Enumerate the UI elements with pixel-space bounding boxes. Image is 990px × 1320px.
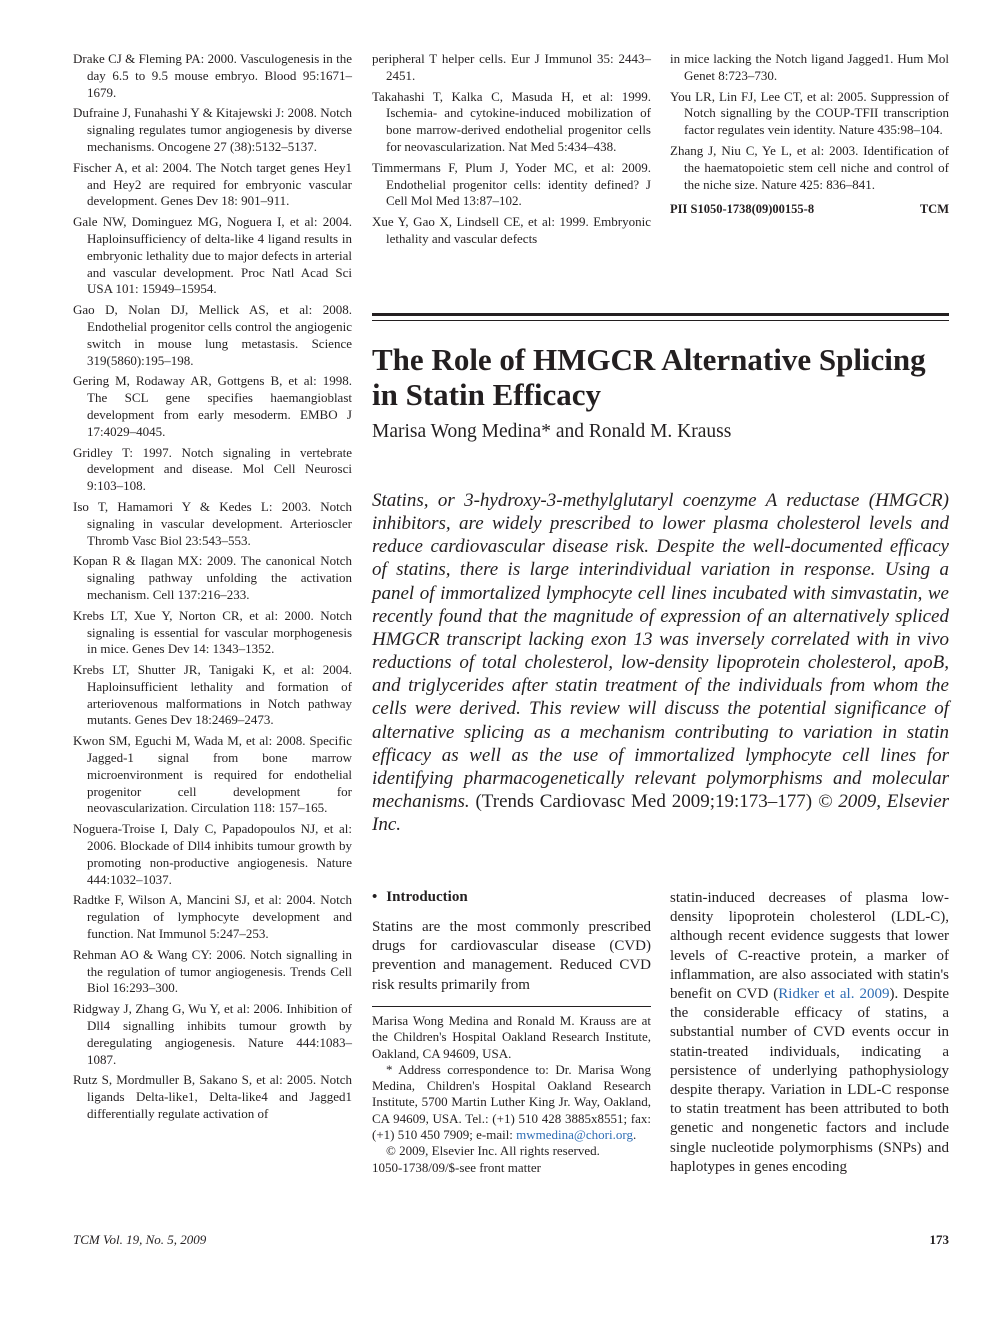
reference-entry: Radtke F, Wilson A, Mancini SJ, et al: 2004. Notch regulation of lymphocyte development and function. Nat Immunol 5:247–253.: [73, 892, 352, 942]
body-text: ). Despite the considerable efficacy of statins, a substantial number of CVD events occur in statin-treated individuals, indicating a persistence of underlying pathophysiology despite therapy. Variation in LDL-C response to statin treatment has been attributed to both genetic and nongenetic factors and include single nucleotide polymorphisms (SNPs) and haplotypes in genes encoding: [670, 986, 950, 1175]
reference-entry: Krebs LT, Xue Y, Norton CR, et al: 2000. Notch signaling is essential for vascular morphogenesis in mice. Genes Dev 14: 1343–1352.: [73, 607, 352, 657]
reference-entry: Fischer A, et al: 2004. The Notch target genes Hey1 and Hey2 are required for embryonic vascular development. Genes Dev 18: 901–911.: [73, 159, 352, 209]
reference-entry: Takahashi T, Kalka C, Masuda H, et al: 1999. Ischemia- and cytokine-induced mobilization of bone marrow-derived endothelial progenitor cells for neovascularization. Nat Med 5:434–438.: [372, 88, 651, 154]
citation-link[interactable]: Ridker et al. 2009: [778, 986, 890, 1003]
reference-entry: Gridley T: 1997. Notch signaling in vertebrate development and disease. Mol Cell Neurosci 9:103–108.: [73, 444, 352, 494]
references-column-2: [372, 51, 651, 252]
footnote-address-end: .: [632, 1127, 637, 1143]
reference-entry: Kopan R & Ilagan MX: 2009. The canonical Notch signaling pathway unfolding the activation mechanism. Cell 137:216–233.: [73, 553, 352, 602]
footnote-affiliation: Marisa Wong Medina and Ronald M. Krauss are at the Children's Hospital Oakland Research Institute, Oakland, CA 94609, USA.: [372, 1013, 651, 1061]
references-column-3: [670, 51, 949, 218]
author-footnote: [372, 1013, 651, 1176]
intro-paragraph: Statins are the most commonly prescribed drugs for cardiovascular disease (CVD) prevention and management. Reduced CVD risk results primarily from: [372, 919, 651, 993]
section-heading-text: Introduction: [386, 889, 468, 905]
reference-entry: Xue Y, Gao X, Lindsell CE, et al: 1999. Embryonic lethality and vascular defects: [372, 214, 651, 246]
reference-entry: Iso T, Hamamori Y & Kedes L: 2003. Notch signaling in vascular development. Arterioscler Thromb Vasc Biol 23:543–553.: [73, 498, 352, 548]
reference-entry: Rehman AO & Wang CY: 2006. Notch signalling in the regulation of tumor angiogenesis. Trends Cell Biol 16:293–300.: [73, 946, 352, 996]
reference-entry: Ridgway J, Zhang G, Wu Y, et al: 2006. Inhibition of Dll4 signalling inhibits tumour growth by deregulating angiogenesis. Nature 444:1083–1087.: [73, 1001, 352, 1067]
footnote-rule: [372, 1006, 651, 1007]
reference-entry: Gale NW, Dominguez MG, Noguera I, et al: 2004. Haploinsufficiency of delta-like 4 ligand results in embryonic lethality due to major defects in arterial and vascular development. Proc Natl Acad Sci USA 101: 15949–15954.: [73, 214, 352, 297]
references-column-1: [73, 51, 352, 1127]
abstract-copyright: © 2009, Elsevier Inc.: [372, 791, 950, 836]
abstract: [372, 489, 949, 836]
article-authors: Marisa Wong Medina* and Ronald M. Krauss: [372, 421, 732, 442]
footnote-copyright: © 2009, Elsevier Inc. All rights reserved.: [386, 1143, 600, 1159]
reference-entry: Drake CJ & Fleming PA: 2000. Vasculogenesis in the day 6.5 to 9.5 mouse embryo. Blood 95:1671–1679.: [73, 51, 352, 100]
reference-entry: peripheral T helper cells. Eur J Immunol 35: 2443–2451.: [372, 51, 651, 83]
reference-entry: You LR, Lin FJ, Lee CT, et al: 2005. Suppression of Notch signalling by the COUP-TFII transcription factor regulates vein identity. Nature 435:98–104.: [670, 88, 949, 138]
footnote-address-text: * Address correspondence to: Dr. Marisa Wong Medina, Children's Hospital Oakland Research Institute, 5700 Martin Luther King Jr. Way, Oakland, CA 94609, USA. Tel.: (+1) 510 428 3885x8551; fax: (+1) 510 450 7909; e-mail:: [372, 1061, 651, 1143]
footer-journal: TCM Vol. 19, No. 5, 2009: [73, 1232, 207, 1247]
title-rule-thin: [372, 320, 949, 321]
body-paragraph-col3: [670, 889, 949, 1177]
footnote-issn: 1050-1738/09/$-see front matter: [372, 1159, 541, 1175]
pii-journal: TCM: [919, 202, 949, 217]
title-rule-thick: [372, 313, 949, 316]
reference-entry: Noguera-Troise I, Daly C, Papadopoulos NJ, et al: 2006. Blockade of Dll4 inhibits tumour growth by promoting non-productive angiogenesis. Nature 444:1032–1037.: [73, 821, 352, 887]
email-link[interactable]: mwmedina@chori.org: [516, 1127, 633, 1143]
pii-code: PII S1050-1738(09)00155-8: [670, 202, 815, 217]
section-heading-introduction: [372, 889, 468, 906]
reference-entry: Gering M, Rodaway AR, Gottgens B, et al: 1998. The SCL gene specifies haemangioblast development from early mesoderm. EMBO J 17:4029–4045.: [73, 373, 352, 439]
reference-entry: in mice lacking the Notch ligand Jagged1. Hum Mol Genet 8:723–730.: [670, 51, 949, 83]
body-text: statin-induced decreases of plasma low-density lipoprotein cholesterol (LDL-C), although recent evidence suggests that lower levels of C-reactive protein, a marker of inflammation, are also associated with statin's benefit on CVD (: [670, 890, 949, 1003]
abstract-text: Statins, or 3-hydroxy-3-methylglutaryl coenzyme A reductase (HMGCR) inhibitors, are widely prescribed to lower plasma cholesterol levels and reduce cardiovascular disease risk. Despite the well-documented efficacy of statins, there is large interindividual variation in response. Using a panel of immortalized lymphocyte cell lines incubated with simvastatin, we recently found that the magnitude of expression of an alternatively spliced HMGCR transcript lacking exon 13 was inversely correlated with in vivo reductions of total cholesterol, low-density lipoprotein cholesterol, apoB, and triglycerides after statin treatment of the individuals from whom the cells were derived. This review will discuss the potential significance of alternative splicing as a mechanism contributing to variation in statin efficacy as well as the use of immortalized lymphocyte cell lines for identifying pharmacogenetically relevant polymorphisms and molecular mechanisms.: [372, 490, 949, 813]
reference-entry: Zhang J, Niu C, Ye L, et al: 2003. Identification of the haematopoietic stem cell niche and control of the niche size. Nature 425: 836–841.: [670, 142, 949, 192]
article-title: The Role of HMGCR Alternative Splicing in Statin Efficacy: [372, 342, 926, 412]
reference-entry: Krebs LT, Shutter JR, Tanigaki K, et al: 2004. Haploinsufficient lethality and formation of arteriovenous malformations in Notch pathway mutants. Genes Dev 18:2469–2473.: [73, 662, 352, 728]
reference-entry: Rutz S, Mordmuller B, Sakano S, et al: 2005. Notch ligands Delta-like1, Delta-like4 and Jagged1 differentially regulate activation of: [73, 1072, 352, 1122]
footnote-address: [372, 1062, 651, 1143]
pii-line: [670, 201, 949, 218]
page-number: 173: [929, 1232, 949, 1247]
reference-entry: Timmermans F, Plum J, Yoder MC, et al: 2009. Endothelial progenitor cells: identity defined? J Cell Mol Med 13:87–102.: [372, 159, 651, 209]
reference-entry: Gao D, Nolan DJ, Mellick AS, et al: 2008. Endothelial progenitor cells control the angiogenic switch in mouse lung metastasis. Science 319(5860):195–198.: [73, 302, 352, 368]
abstract-citation: (Trends Cardiovasc Med 2009;19:173–177): [475, 791, 813, 813]
reference-entry: Kwon SM, Eguchi M, Wada M, et al: 2008. Specific Jagged-1 signal from bone marrow microenvironment is required for endothelial progenitor cell development for neovascularization. Circulation 118: 157–165.: [73, 733, 352, 816]
bullet-icon: •: [372, 889, 378, 905]
reference-entry: Dufraine J, Funahashi Y & Kitajewski J: 2008. Notch signaling regulates tumor angiogenesis by diverse mechanisms. Oncogene 27 (38):5132–5137.: [73, 105, 352, 154]
